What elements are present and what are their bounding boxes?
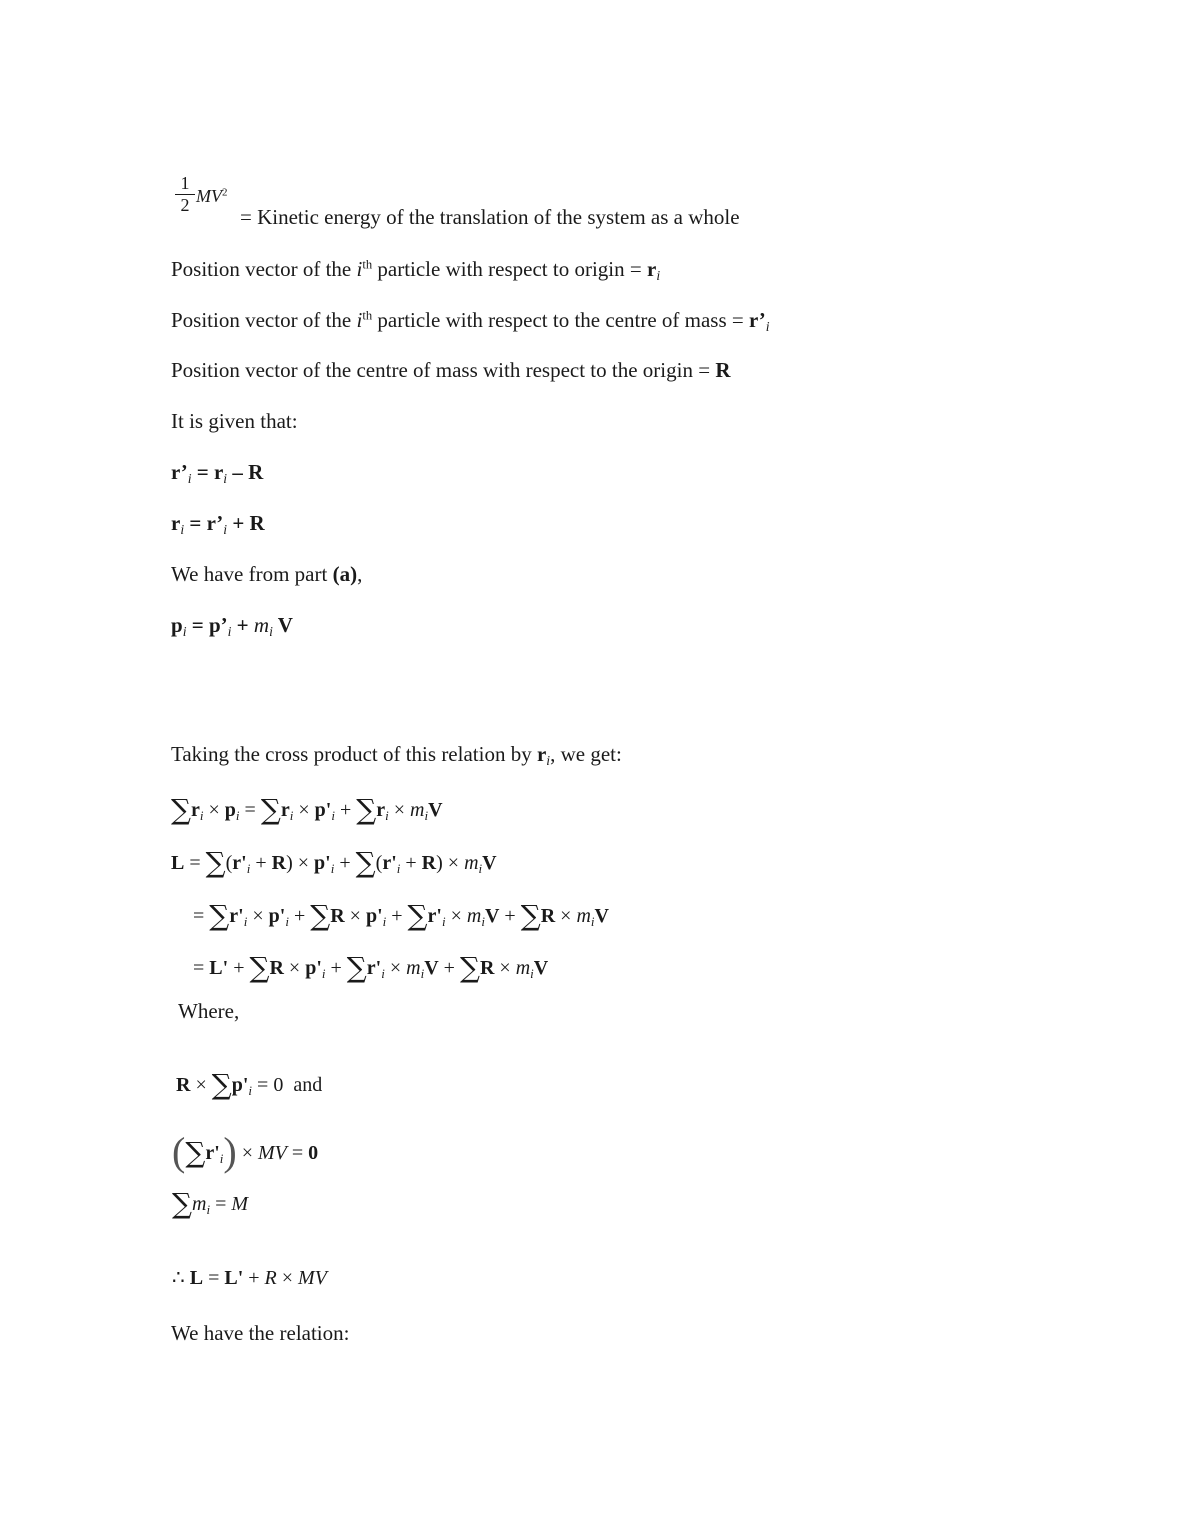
subscript-i: i: [546, 753, 551, 769]
vector: r’: [171, 460, 188, 484]
vector: + R: [227, 511, 265, 535]
relation-line: We have the relation:: [171, 1321, 350, 1345]
subscript-i: i: [269, 624, 273, 640]
position-R-line: [171, 358, 730, 383]
mv-term: MV: [196, 186, 222, 206]
text-span: We have from part: [171, 562, 333, 586]
fraction-numerator: 1: [180, 173, 190, 193]
subscript-i: i: [765, 319, 770, 335]
equation-R-sum-p: $R \times \sum p'_i = 0$ and: [176, 1068, 323, 1101]
superscript-th: th: [362, 308, 373, 323]
equation-sum-m: $\sum m_i = M$: [172, 1187, 249, 1220]
and-word: and: [293, 1074, 323, 1096]
equation-r: [171, 511, 265, 538]
equation-L-prime: = $L' + \sum R \times p'_i + \sum r'_i \times m_iV + \sum R \times m_iV$: [193, 951, 549, 984]
subscript-i: i: [223, 522, 228, 538]
vector: = p’: [186, 613, 228, 637]
part-a-line: [171, 562, 362, 587]
superscript-th: th: [362, 257, 373, 272]
text-span: Position vector of the: [171, 257, 357, 281]
subscript-i: i: [180, 522, 185, 538]
equation-p: [171, 613, 293, 640]
kinetic-energy-line: = Kinetic energy of the translation of the system as a whole: [240, 205, 740, 229]
equation-L: $L = \sum(r'_i + R) \times p'_i + \sum(r'_i + R) \times m_iV$: [171, 846, 497, 879]
subscript-i: i: [227, 624, 232, 640]
equation-r-prime: [171, 460, 263, 487]
mass-m: m: [253, 613, 270, 637]
position-origin-line: [171, 257, 660, 284]
subscript-i: i: [182, 624, 187, 640]
index-i: i: [356, 257, 363, 281]
subscript-i: i: [223, 471, 228, 487]
vector-r: r: [646, 257, 657, 281]
part-label: (a): [332, 562, 358, 586]
cross-product-line: [171, 742, 622, 769]
where-label: Where,: [178, 999, 240, 1023]
vector: = r: [191, 460, 224, 484]
equation-sum-r-p: $\sum r_i \times p_i = \sum r_i \times p'_i + \sum r_i \times m_iV$: [171, 793, 443, 826]
vector-r: r: [536, 742, 547, 766]
vector: r: [171, 511, 181, 535]
text-span: Position vector of the centre of mass with respect to the origin =: [171, 358, 716, 382]
equation-sum-r-MV: $(\sum r'_i)$ × MV = 0: [172, 1129, 319, 1174]
subscript-i: i: [656, 268, 661, 284]
mv-squared: [196, 186, 228, 207]
vector: – R: [227, 460, 264, 484]
equation-result: ∴ L = L' + R × MV: [172, 1267, 327, 1289]
square-exponent: 2: [222, 186, 228, 199]
text-span: particle with respect to origin =: [372, 257, 647, 281]
vector-R: R: [715, 358, 731, 382]
subscript-i: i: [187, 471, 192, 487]
vector-r-prime: r’: [749, 308, 766, 332]
given-line: It is given that:: [171, 409, 298, 433]
fraction-denominator: 2: [180, 194, 190, 215]
text-span: Position vector of the: [171, 308, 357, 332]
text-span: ,: [357, 562, 363, 586]
index-i: i: [356, 308, 363, 332]
text-span: particle with respect to the centre of mass =: [372, 308, 749, 332]
text-span: Taking the cross product of this relation by: [171, 742, 537, 766]
vector-V: V: [272, 613, 293, 637]
equation-L-expanded: = $\sum r'_i \times p'_i + \sum R \times p'_i + \sum r'_i \times m_iV + \sum R \times m_iV$: [193, 899, 609, 932]
half-fraction: [173, 174, 197, 215]
text-span: , we get:: [550, 742, 622, 766]
position-cm-line: [171, 308, 770, 335]
vector: p: [171, 613, 183, 637]
vector: = r’: [184, 511, 224, 535]
text-span: +: [231, 613, 254, 637]
